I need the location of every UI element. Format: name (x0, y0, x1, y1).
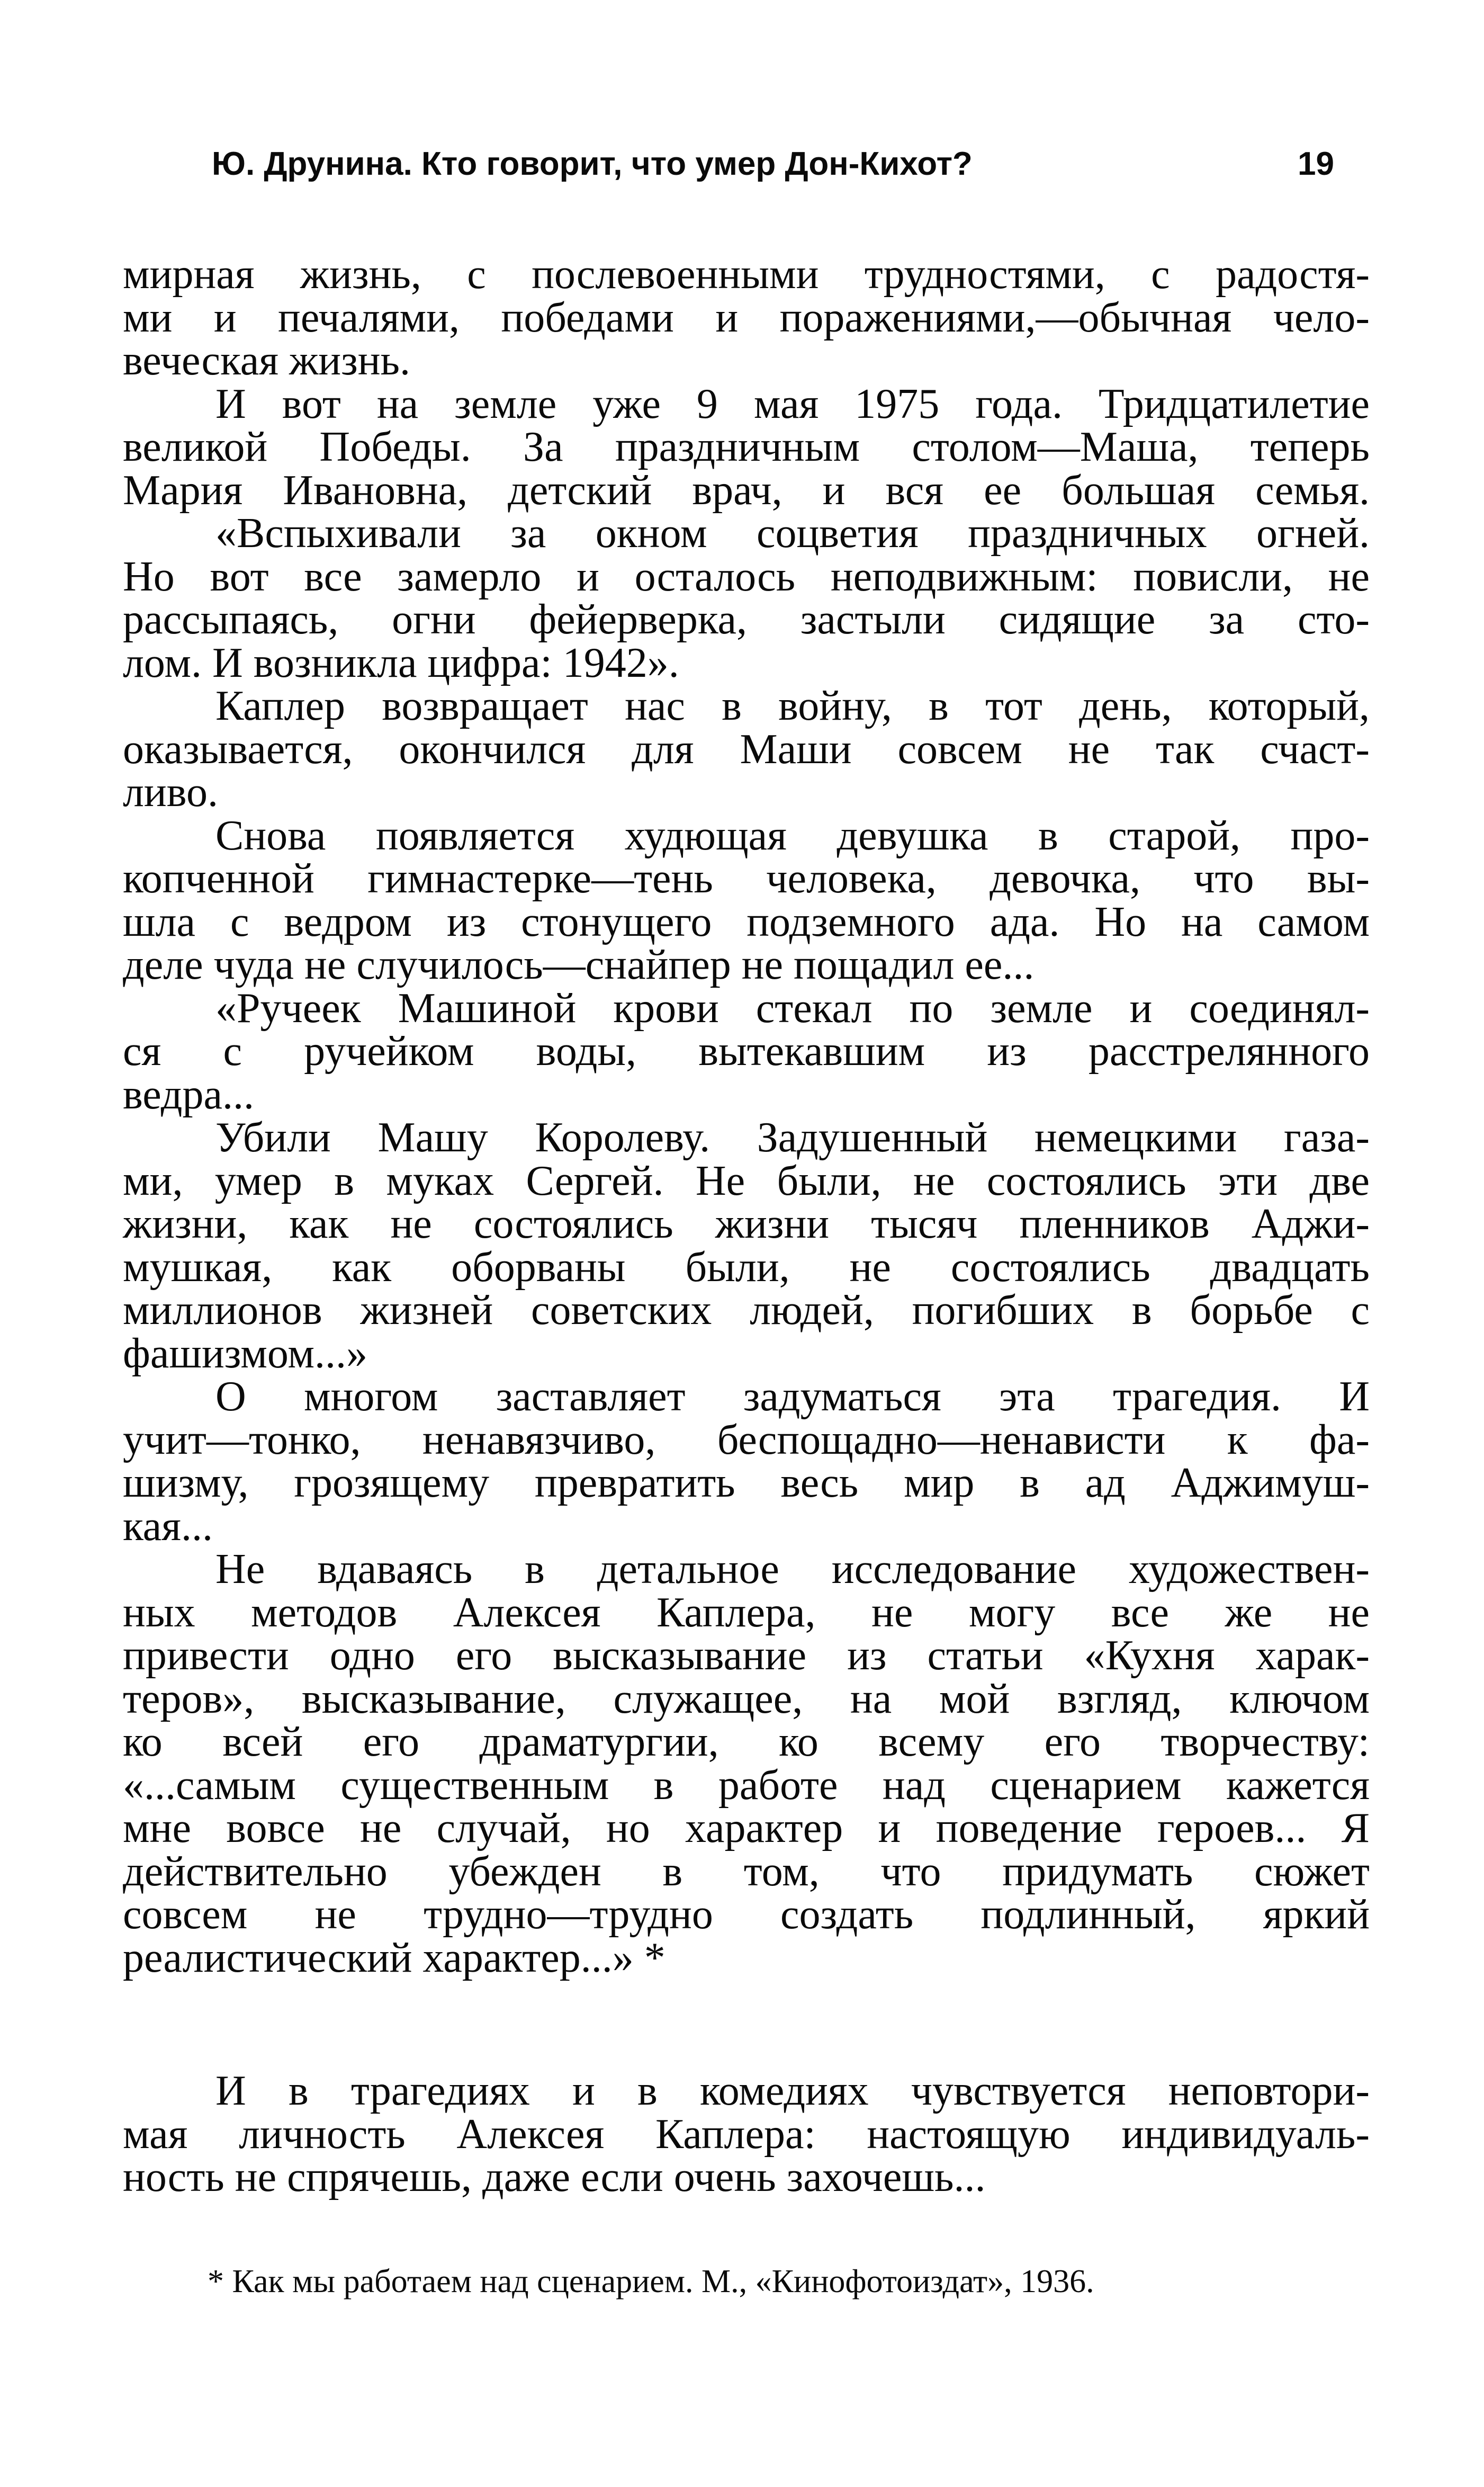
text-line: теров», высказывание, служащее, на мой взгляд, ключом (123, 1675, 1370, 1722)
text-line: лом. И возникла цифра: 1942». (123, 639, 679, 686)
text-line: ко всей его драматургии, ко всему его творчеству: (123, 1719, 1370, 1765)
text-line: мирная жизнь, с послевоенными трудностями, с радостя- (123, 251, 1370, 298)
text-line: Убили Машу Королеву. Задушенный немецкими газа- (215, 1114, 1370, 1161)
text-line: жизни, как не состоялись жизни тысяч пленников Аджи- (123, 1201, 1370, 1247)
text-line: Но вот все замерло и осталось неподвижным: повисли, не (123, 553, 1370, 600)
text-line: «Вспыхивали за окном соцветия праздничных огней. (215, 510, 1370, 557)
text-line: ных методов Алексея Каплера, не могу все же не (123, 1589, 1370, 1636)
text-line: «Ручеек Машиной крови стекал по земле и соединял- (215, 985, 1370, 1032)
text-line: ся с ручейком воды, вытекавшим из расстрелянного (123, 1028, 1370, 1075)
text-line: Мария Ивановна, детский врач, и вся ее большая семья. (123, 467, 1370, 514)
running-head-title: Ю. Друнина. Кто говорит, что умер Дон-Кихот? (212, 146, 973, 182)
text-line: действительно убежден в том, что придумать сюжет (123, 1848, 1370, 1895)
body-text (123, 253, 1370, 2199)
text-line: ливо. (123, 769, 218, 816)
text-line: веческая жизнь. (123, 337, 411, 384)
text-line: великой Победы. За праздничным столом—Маша, теперь (123, 424, 1370, 470)
page-number: 19 (1298, 146, 1334, 182)
footnote-text: * Как мы работаем над сценарием. М., «Кинофотоиздат», 1936. (208, 2264, 1094, 2300)
text-line: шизму, грозящему превратить весь мир в ад Аджимуш- (123, 1460, 1370, 1506)
text-line: деле чуда не случилось—снайпер не пощадил ее... (123, 942, 1035, 988)
text-line: кая... (123, 1502, 213, 1550)
section-gap (123, 1980, 1370, 2070)
footnote (123, 2260, 1370, 2303)
text-line: ми, умер в муках Сергей. Не были, не состоялись эти две (123, 1157, 1370, 1204)
text-line: И в трагедиях и в комедиях чувствуется неповтори- (215, 2068, 1370, 2114)
text-line: мушкая, как оборваны были, не состоялись двадцать (123, 1244, 1370, 1291)
text-line: миллионов жизней советских людей, погибших в борьбе с (123, 1287, 1370, 1334)
text-line: Каплер возвращает нас в войну, в тот день, который, (215, 683, 1370, 729)
text-line: ми и печалями, победами и поражениями,—обычная чело- (123, 294, 1370, 341)
text-line: О многом заставляет задуматься эта трагедия. И (215, 1373, 1370, 1420)
text-line: копченной гимнастерке—тень человека, девочка, что вы- (123, 855, 1370, 902)
running-head (212, 140, 1334, 188)
text-line: ность не спрячешь, даже если очень захочешь... (123, 2154, 986, 2200)
text-line: Не вдаваясь в детальное исследование художествен- (215, 1546, 1370, 1593)
text-line: ведра... (123, 1071, 254, 1118)
text-line: учит—тонко, ненавязчиво, беспощадно—ненависти к фа- (123, 1416, 1370, 1463)
text-line: рассыпаясь, огни фейерверка, застыли сидящие за сто- (123, 596, 1370, 643)
text-line: оказывается, окончился для Маши совсем не так счаст- (123, 726, 1370, 773)
text-line: «...самым существенным в работе над сценарием кажется (123, 1761, 1370, 1809)
text-line: привести одно его высказывание из статьи «Кухня харак- (123, 1632, 1370, 1679)
text-line: мая личность Алексея Каплера: настоящую индивидуаль- (123, 2110, 1370, 2158)
text-line: И вот на земле уже 9 мая 1975 года. Тридцатилетие (215, 380, 1370, 427)
text-line: совсем не трудно—трудно создать подлинный, яркий (123, 1891, 1370, 1938)
text-line: мне вовсе не случай, но характер и поведение героев... Я (123, 1805, 1370, 1851)
text-line: шла с ведром из стонущего подземного ада. Но на самом (123, 898, 1370, 945)
text-line: реалистический характер...» * (123, 1934, 665, 1981)
text-line: Снова появляется худющая девушка в старой, про- (215, 812, 1370, 859)
text-line: фашизмом...» (123, 1330, 367, 1377)
